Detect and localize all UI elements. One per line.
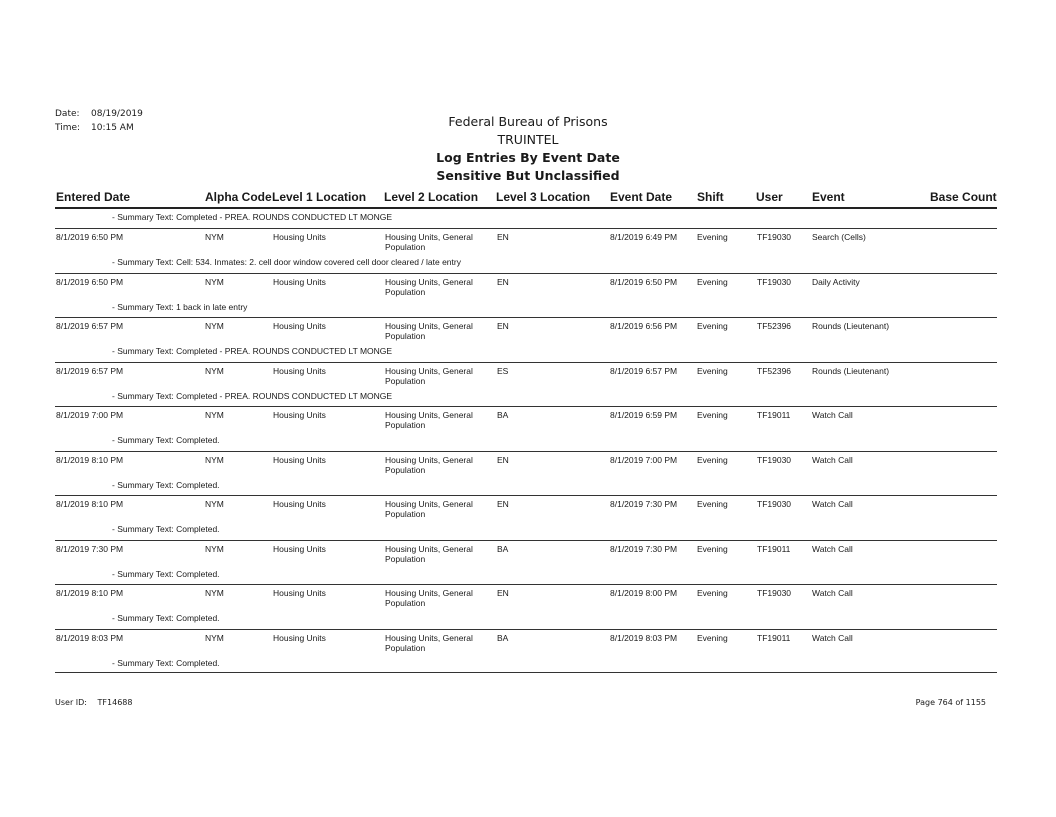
date-label: Date: — [55, 109, 80, 119]
row-rule — [55, 406, 997, 407]
event-date: 8/1/2019 7:00 PM — [610, 454, 678, 465]
summary-text: - Summary Text: Cell: 534. Inmates: 2. cell door window covered cell door cleared / late entry — [112, 257, 461, 267]
level1-location: Housing Units — [273, 499, 326, 509]
event: Watch Call — [812, 543, 853, 554]
user: TF19030 — [757, 454, 792, 465]
entered-date: 8/1/2019 7:00 PM — [56, 410, 124, 420]
event-date: 8/1/2019 6:57 PM — [610, 365, 678, 376]
event-date: 8/1/2019 8:03 PM — [610, 632, 678, 643]
table-row — [0, 273, 1056, 318]
row-rule — [55, 273, 997, 274]
level2-location: Housing Units, General Population — [385, 365, 473, 386]
table-row — [0, 540, 1056, 585]
user: TF19030 — [757, 276, 792, 287]
row-rule — [55, 495, 997, 496]
shift: Evening — [697, 588, 728, 598]
summary-text: - Summary Text: Completed. — [112, 435, 220, 445]
entered-date: 8/1/2019 8:10 PM — [56, 588, 124, 598]
level1-location: Housing Units — [273, 454, 326, 465]
level1-location: Housing Units — [273, 365, 326, 376]
table-row — [0, 317, 1056, 362]
col-level3: Level 3 Location — [496, 190, 591, 204]
col-event: Event — [812, 190, 845, 204]
entered-date: 8/1/2019 6:57 PM — [56, 321, 124, 331]
time-value: 10:15 AM — [91, 123, 134, 133]
level3-location: BA — [497, 632, 509, 643]
alpha-code: NYM — [205, 321, 224, 331]
event: Rounds (Lieutenant) — [812, 365, 890, 376]
table-row — [0, 406, 1056, 451]
table-row — [0, 451, 1056, 496]
time-label: Time: — [55, 123, 81, 133]
event: Search (Cells) — [812, 232, 866, 242]
event: Watch Call — [812, 410, 853, 420]
level1-location: Housing Units — [273, 321, 326, 331]
alpha-code: NYM — [205, 588, 224, 598]
row-rule — [55, 584, 997, 585]
col-level1: Level 1 Location — [272, 190, 367, 204]
entered-date: 8/1/2019 6:50 PM — [56, 276, 124, 287]
event: Daily Activity — [812, 276, 860, 287]
alpha-code: NYM — [205, 454, 224, 465]
event-date: 8/1/2019 6:49 PM — [610, 232, 678, 242]
user: TF52396 — [757, 365, 792, 376]
level2-location: Housing Units, General Population — [385, 410, 473, 430]
shift: Evening — [697, 365, 728, 376]
summary-text: - Summary Text: 1 back in late entry — [112, 301, 248, 312]
title-classification: Sensitive But Unclassified — [436, 168, 620, 183]
report-title-block — [0, 113, 1056, 185]
level3-location: EN — [497, 276, 509, 287]
level1-location: Housing Units — [273, 632, 326, 643]
col-level2: Level 2 Location — [384, 190, 479, 204]
row-rule — [55, 317, 997, 318]
alpha-code: NYM — [205, 499, 224, 509]
level2-location: Housing Units, General Population — [385, 632, 473, 653]
summary-text: - Summary Text: Completed - PREA. ROUNDS CONDUCTED LT MONGE — [112, 346, 393, 356]
entered-date: 8/1/2019 8:10 PM — [56, 454, 124, 465]
level3-location: EN — [497, 232, 509, 242]
shift: Evening — [697, 632, 728, 643]
row-rule — [55, 540, 997, 541]
level3-location: BA — [497, 543, 509, 554]
footer-user — [55, 698, 132, 707]
event: Watch Call — [812, 588, 853, 598]
title-system: TRUINTEL — [497, 132, 559, 147]
entered-date: 8/1/2019 8:10 PM — [56, 499, 124, 509]
page-number: Page 764 of 1155 — [915, 698, 986, 707]
level3-location: EN — [497, 588, 509, 598]
row-rule — [55, 451, 997, 452]
event-date: 8/1/2019 6:50 PM — [610, 276, 678, 287]
alpha-code: NYM — [205, 632, 224, 643]
level3-location: ES — [497, 365, 509, 376]
event: Watch Call — [812, 454, 853, 465]
event-date: 8/1/2019 6:56 PM — [610, 321, 678, 331]
user-id-value: TF14688 — [97, 698, 133, 707]
alpha-code: NYM — [205, 410, 224, 420]
summary-text: - Summary Text: Completed. — [112, 524, 220, 534]
event: Watch Call — [812, 499, 853, 509]
shift: Evening — [697, 543, 728, 554]
row-rule — [55, 362, 997, 363]
row-rule — [55, 228, 997, 229]
alpha-code: NYM — [205, 276, 224, 287]
alpha-code: NYM — [205, 543, 224, 554]
entered-date: 8/1/2019 6:50 PM — [56, 232, 124, 242]
level2-location: Housing Units, General Population — [385, 321, 473, 341]
level2-location: Housing Units, General Population — [385, 499, 473, 519]
top-summary-text: - Summary Text: Completed - PREA. ROUNDS CONDUCTED LT MONGE — [112, 212, 393, 222]
event: Watch Call — [812, 632, 853, 643]
event: Rounds (Lieutenant) — [812, 321, 890, 331]
level3-location: EN — [497, 321, 509, 331]
entered-date: 8/1/2019 6:57 PM — [56, 365, 124, 376]
level3-location: EN — [497, 499, 509, 509]
table-row — [0, 629, 1056, 674]
level2-location: Housing Units, General Population — [385, 543, 473, 564]
summary-text: - Summary Text: Completed. — [112, 479, 220, 490]
title-agency: Federal Bureau of Prisons — [448, 114, 608, 129]
header-rule — [55, 207, 997, 209]
col-user: User — [756, 190, 783, 204]
shift: Evening — [697, 454, 728, 465]
level3-location: EN — [497, 454, 509, 465]
user: TF19011 — [757, 410, 791, 420]
level2-location: Housing Units, General Population — [385, 454, 473, 475]
table-header — [0, 186, 1056, 208]
user: TF19011 — [757, 632, 791, 643]
level1-location: Housing Units — [273, 276, 326, 287]
shift: Evening — [697, 276, 728, 287]
level1-location: Housing Units — [273, 543, 326, 554]
shift: Evening — [697, 321, 728, 331]
entered-date: 8/1/2019 8:03 PM — [56, 632, 124, 643]
col-base-count: Base Count — [930, 190, 997, 204]
level3-location: BA — [497, 410, 509, 420]
table-row — [0, 228, 1056, 273]
event-date: 8/1/2019 8:00 PM — [610, 588, 678, 598]
summary-text: - Summary Text: Completed. — [112, 657, 220, 668]
user-id-label: User ID: — [55, 698, 87, 707]
user: TF52396 — [757, 321, 792, 331]
shift: Evening — [697, 499, 728, 509]
event-date: 8/1/2019 6:59 PM — [610, 410, 678, 420]
table-row — [0, 362, 1056, 407]
level2-location: Housing Units, General Population — [385, 276, 473, 297]
user: TF19030 — [757, 499, 792, 509]
shift: Evening — [697, 410, 728, 420]
alpha-code: NYM — [205, 365, 224, 376]
entered-date: 8/1/2019 7:30 PM — [56, 543, 124, 554]
date-value: 08/19/2019 — [91, 109, 143, 119]
level1-location: Housing Units — [273, 232, 326, 242]
alpha-code: NYM — [205, 232, 224, 242]
level1-location: Housing Units — [273, 410, 326, 420]
table-row — [0, 584, 1056, 629]
col-entered-date: Entered Date — [56, 190, 131, 204]
col-alpha-code: Alpha Code — [205, 190, 272, 204]
level1-location: Housing Units — [273, 588, 326, 598]
level2-location: Housing Units, General Population — [385, 588, 473, 608]
summary-text: - Summary Text: Completed - PREA. ROUNDS CONDUCTED LT MONGE — [112, 390, 393, 401]
row-rule — [55, 629, 997, 630]
title-report-name: Log Entries By Event Date — [436, 150, 620, 165]
level2-location: Housing Units, General Population — [385, 232, 473, 252]
user: TF19011 — [757, 543, 791, 554]
user: TF19030 — [757, 588, 792, 598]
event-date: 8/1/2019 7:30 PM — [610, 543, 678, 554]
event-date: 8/1/2019 7:30 PM — [610, 499, 678, 509]
table-row — [0, 495, 1056, 540]
user: TF19030 — [757, 232, 792, 242]
summary-text: - Summary Text: Completed. — [112, 568, 220, 579]
col-event-date: Event Date — [610, 190, 673, 204]
col-shift: Shift — [697, 190, 724, 204]
summary-text: - Summary Text: Completed. — [112, 613, 220, 623]
bottom-rule — [55, 672, 997, 673]
shift: Evening — [697, 232, 728, 242]
